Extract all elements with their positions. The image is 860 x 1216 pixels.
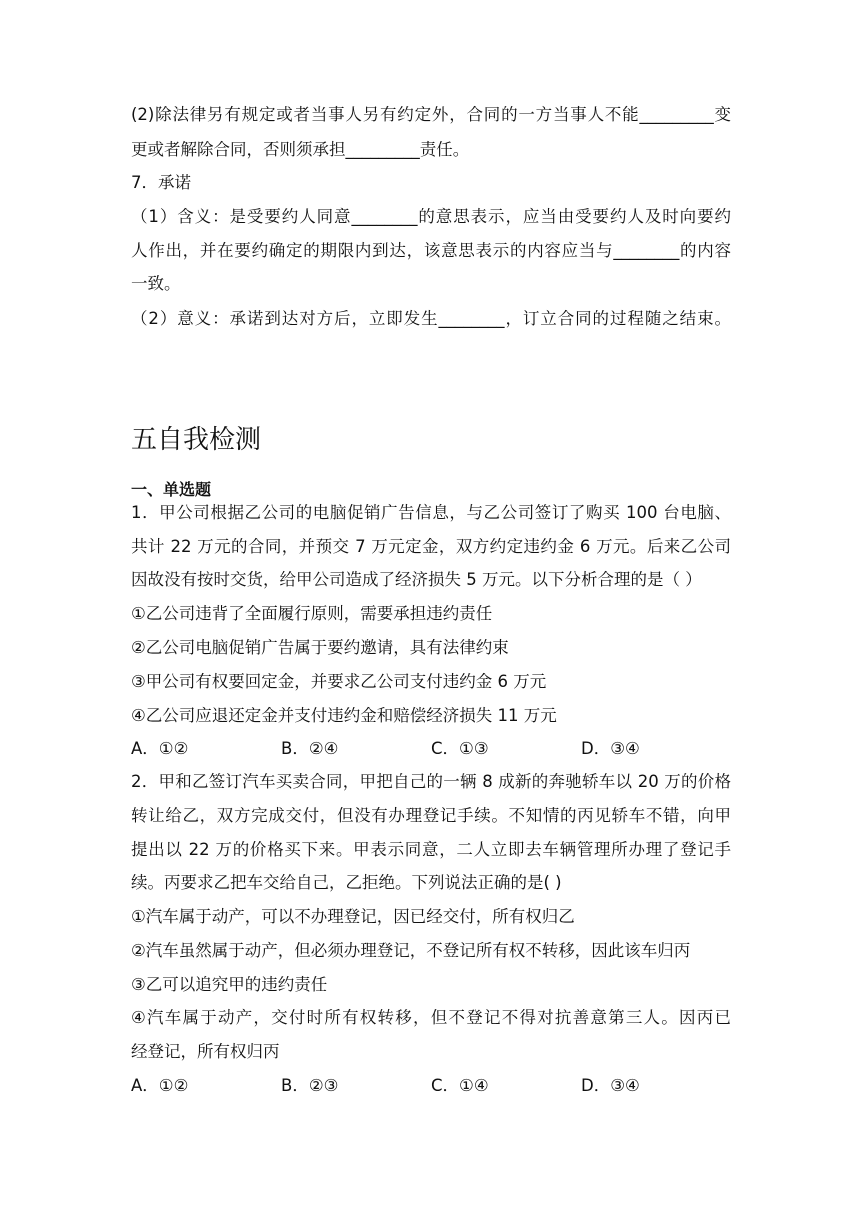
question-2-statement: ③乙可以追究甲的违约责任 [131, 975, 328, 994]
option-d[interactable]: D．③④ [581, 739, 640, 758]
item7-meaning-line: （1）含义：是受要约人同意________的意思表示，应当由受要约人及时向要约 [131, 207, 731, 226]
question-2-stem-line: 转让给乙，双方完成交付，但没有办理登记手续。不知情的丙见轿车不错，向甲 [131, 806, 731, 825]
option-c[interactable]: C．①④ [431, 1076, 489, 1095]
option-d[interactable]: D．③④ [581, 1076, 640, 1095]
section-heading: 五自我检测 [131, 425, 262, 455]
question-1-statement: ④乙公司应退还定金并支付违约金和赔偿经济损失 11 万元 [131, 706, 557, 725]
question-1-statement: ①乙公司违背了全面履行原则，需要承担违约责任 [131, 604, 493, 623]
question-1-stem-line: 因故没有按时交货，给甲公司造成了经济损失 5 万元。以下分析合理的是（ ） [131, 570, 702, 589]
question-2-statement: ④汽车属于动产，交付时所有权转移，但不登记不得对抗善意第三人。因丙已 [131, 1008, 731, 1027]
item7-meaning-line: 一致。 [131, 274, 181, 293]
item7-meaning-line: 人作出，并在要约确定的期限内到达，该意思表示的内容应当与________的内容 [131, 241, 731, 260]
option-a[interactable]: A．①② [131, 1076, 189, 1095]
question-2-stem-line: 提出以 22 万的价格买下来。甲表示同意，二人立即去车辆管理所办理了登记手 [131, 840, 731, 859]
question-1-options [131, 741, 731, 761]
question-2-statement: ②汽车虽然属于动产，但必须办理登记，不登记所有权不转移，因此该车归丙 [131, 941, 691, 960]
question-2-statement: ①汽车属于动产，可以不办理登记，因已经交付，所有权归乙 [131, 907, 575, 926]
section6-paragraph-line: (2)除法律另有规定或者当事人另有约定外，合同的一方当事人不能_________变 [131, 105, 731, 124]
question-2-statement: 经登记，所有权归丙 [131, 1042, 280, 1061]
question-1-statement: ②乙公司电脑促销广告属于要约邀请，具有法律约束 [131, 638, 509, 657]
option-b[interactable]: B．②④ [281, 739, 339, 758]
item7-title: 7．承诺 [131, 173, 191, 192]
option-a[interactable]: A．①② [131, 739, 189, 758]
question-2-options [131, 1078, 731, 1098]
option-b[interactable]: B．②③ [281, 1076, 339, 1095]
question-2-stem-line: 续。丙要求乙把车交给自己，乙拒绝。下列说法正确的是( ) [131, 873, 562, 892]
section6-paragraph-line: 更或者解除合同，否则须承担_________责任。 [131, 140, 470, 159]
question-1-stem-line: 共计 22 万元的合同，并预交 7 万元定金，双方约定违约金 6 万元。后来乙公司 [131, 537, 731, 556]
question-1-statement: ③甲公司有权要回定金，并要求乙公司支付违约金 6 万元 [131, 672, 547, 691]
question-2-stem-line: 2．甲和乙签订汽车买卖合同，甲把自己的一辆 8 成新的奔驰轿车以 20 万的价格 [131, 772, 731, 791]
question-type-heading: 一、单选题 [131, 480, 212, 499]
option-c[interactable]: C．①③ [431, 739, 489, 758]
question-1-stem-line: 1．甲公司根据乙公司的电脑促销广告信息，与乙公司签订了购买 100 台电脑、 [131, 503, 731, 522]
item7-significance-line: （2）意义：承诺到达对方后，立即发生________，订立合同的过程随之结束。 [131, 309, 731, 328]
